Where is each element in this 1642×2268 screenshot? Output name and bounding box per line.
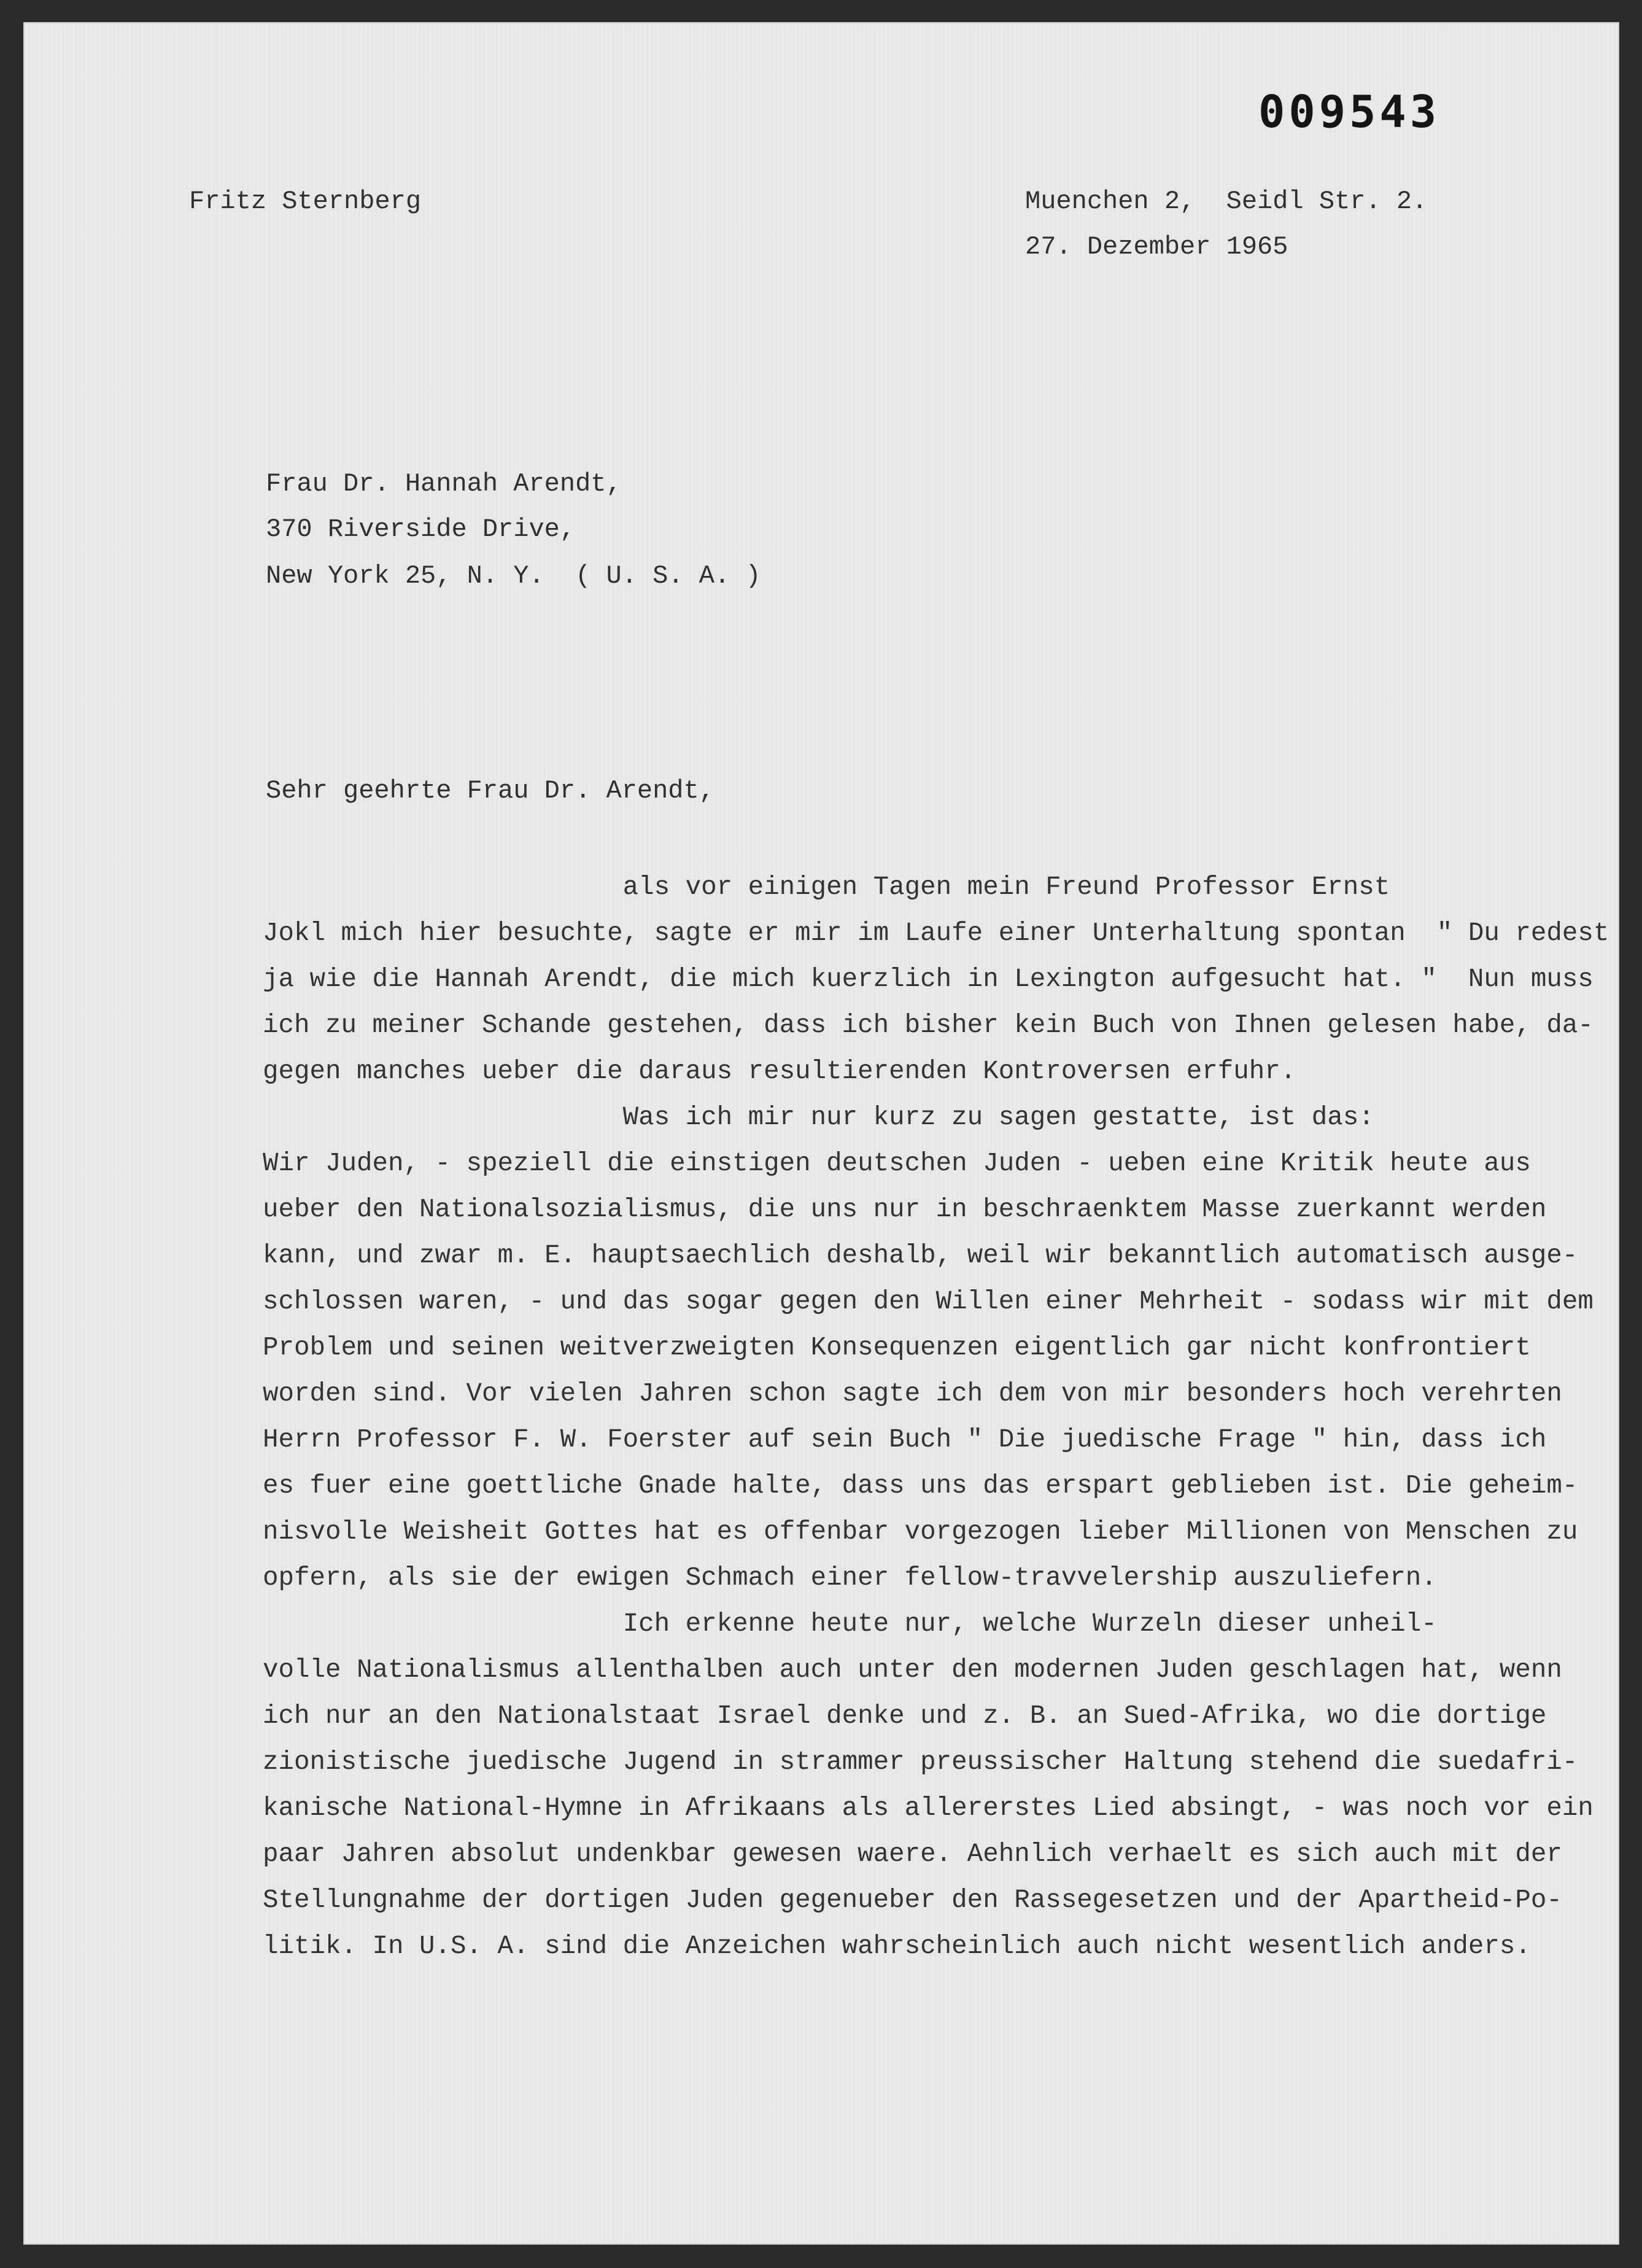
body-line: Was ich mir nur kurz zu sagen gestatte, ist das: xyxy=(263,1103,1374,1132)
body-line: zionistische juedische Jugend in strammer preussischer Haltung stehend die suedafri- xyxy=(263,1747,1578,1777)
body-line: Ich erkenne heute nur, welche Wurzeln dieser unheil- xyxy=(263,1609,1437,1639)
letter-date: 27. Dezember 1965 xyxy=(1025,232,1288,262)
body-line: litik. In U.S. A. sind die Anzeichen wahrscheinlich auch nicht wesentlich anders. xyxy=(263,1932,1531,1961)
body-line: kanische National-Hymne in Afrikaans als allererstes Lied absingt, - was noch vor ein xyxy=(263,1793,1594,1823)
body-line: es fuer eine goettliche Gnade halte, dass uns das erspart geblieben ist. Die geheim- xyxy=(263,1471,1578,1501)
body-line: Jokl mich hier besuchte, sagte er mir im Laufe einer Unterhaltung spontan " Du redest xyxy=(263,918,1609,948)
body-line: ueber den Nationalsozialismus, die uns nur in beschraenktem Masse zuerkannt werden xyxy=(263,1195,1547,1224)
body-line: ich nur an den Nationalstaat Israel denke und z. B. an Sued-Afrika, wo die dortige xyxy=(263,1701,1547,1731)
archive-number: 009543 xyxy=(1258,86,1441,138)
body-line: Stellungnahme der dortigen Juden gegenueber den Rassegesetzen und der Apartheid-Po- xyxy=(263,1885,1562,1915)
letter-page xyxy=(23,22,1619,2245)
body-line: nisvolle Weisheit Gottes hat es offenbar vorgezogen lieber Millionen von Menschen zu xyxy=(263,1517,1578,1547)
body-line: paar Jahren absolut undenkbar gewesen waere. Aehnlich verhaelt es sich auch mit der xyxy=(263,1839,1562,1869)
body-line: als vor einigen Tagen mein Freund Professor Ernst xyxy=(263,872,1390,902)
body-line: Herrn Professor F. W. Foerster auf sein Buch " Die juedische Frage " hin, dass ich xyxy=(263,1425,1547,1454)
recipient-city: New York 25, N. Y. ( U. S. A. ) xyxy=(266,561,761,591)
body-line: Wir Juden, - speziell die einstigen deutschen Juden - ueben eine Kritik heute aus xyxy=(263,1149,1531,1178)
sender-name: Fritz Sternberg xyxy=(189,187,422,216)
body-line: Problem und seinen weitverzweigten Konsequenzen eigentlich gar nicht konfrontiert xyxy=(263,1333,1531,1362)
recipient-name: Frau Dr. Hannah Arendt, xyxy=(266,469,622,499)
body-line: schlossen waren, - und das sogar gegen den Willen einer Mehrheit - sodass wir mit dem xyxy=(263,1287,1594,1316)
recipient-street: 370 Riverside Drive, xyxy=(266,515,576,544)
body-line: ich zu meiner Schande gestehen, dass ich bisher kein Buch von Ihnen gelesen habe, da- xyxy=(263,1011,1594,1040)
body-line: worden sind. Vor vielen Jahren schon sagte ich dem von mir besonders hoch verehrten xyxy=(263,1379,1562,1408)
body-line: opfern, als sie der ewigen Schmach einer fellow-travvelership auszuliefern. xyxy=(263,1563,1437,1593)
body-line: volle Nationalismus allenthalben auch unter den modernen Juden geschlagen hat, wenn xyxy=(263,1655,1562,1685)
sender-address: Muenchen 2, Seidl Str. 2. xyxy=(1025,187,1428,216)
body-line: gegen manches ueber die daraus resultierenden Kontroversen erfuhr. xyxy=(263,1057,1296,1086)
letter-body xyxy=(263,864,1638,1970)
body-line: ja wie die Hannah Arendt, die mich kuerzlich in Lexington aufgesucht hat. " Nun muss xyxy=(263,965,1594,994)
salutation: Sehr geehrte Frau Dr. Arendt, xyxy=(266,776,715,806)
body-line: kann, und zwar m. E. hauptsaechlich deshalb, weil wir bekanntlich automatisch ausge- xyxy=(263,1241,1578,1270)
